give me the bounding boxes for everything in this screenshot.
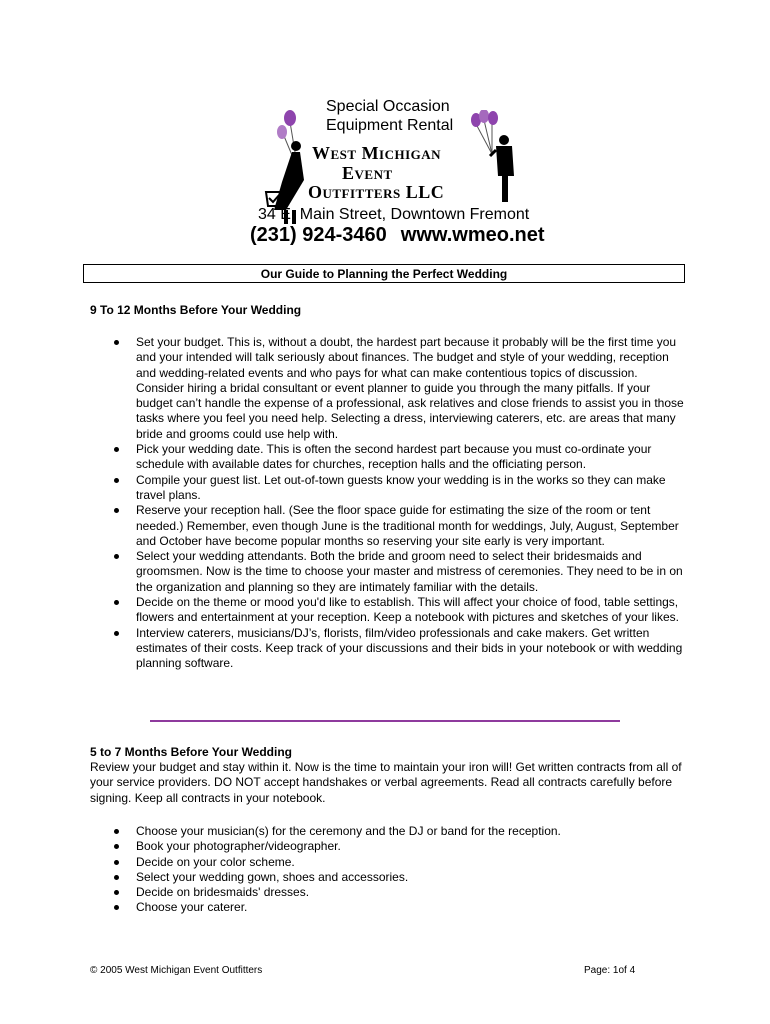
document-title: Our Guide to Planning the Perfect Wedding: [83, 264, 685, 283]
section-heading-9-12-months: 9 To 12 Months Before Your Wedding: [90, 303, 302, 317]
list-item: Decide on bridesmaids' dresses.: [90, 885, 686, 900]
list-item: Choose your caterer.: [90, 900, 686, 915]
list-item: Compile your guest list. Let out-of-town guests know your wedding is in the works so they can make travel plans.: [90, 473, 686, 504]
footer-copyright: © 2005 West Michigan Event Outfitters: [90, 965, 263, 976]
list-item: Book your photographer/videographer.: [90, 839, 686, 854]
footer-page-number: Page: 1of 4: [584, 965, 636, 976]
logo-address: 34 E. Main Street, Downtown Fremont: [258, 206, 530, 223]
section-2-intro: Review your budget and stay within it. Now is the time to maintain your iron will! Get written contracts from all of your service providers. DO NOT accept handshakes or verbal agreements. Read all contracts carefully before signing. Keep all contracts in your notebook.: [90, 760, 682, 805]
section-1-checklist: [90, 335, 686, 672]
section-heading-5-7-months: 5 to 7 Months Before Your Wedding: [90, 745, 293, 759]
list-item: Select your wedding attendants. Both the bride and groom need to select their bridesmaids and groomsmen. Now is the time to choose your master and mistress of ceremonies. They need to be in on the organization and planning so they are intimately familiar with the details.: [90, 549, 686, 595]
logo-line-event: Event: [342, 163, 393, 183]
list-item: Select your wedding gown, shoes and accessories.: [90, 870, 686, 885]
company-logo: [250, 92, 545, 252]
logo-website: www.wmeo.net: [400, 224, 545, 246]
logo-contact: [250, 224, 545, 247]
logo-line-special-occasion: Special Occasion: [326, 98, 450, 115]
logo-line-equipment-rental: Equipment Rental: [326, 117, 454, 134]
logo-phone: (231) 924-3460: [250, 224, 387, 246]
list-item: Interview caterers, musicians/DJ’s, florists, film/video professionals and cake makers. Get written estimates of their costs. Keep track of your discussions and their bids in your notebook or with wedding planning software.: [90, 626, 686, 672]
logo-line-outfitters: Outfitters LLC: [308, 182, 445, 202]
list-item: Set your budget. This is, without a doubt, the hardest part because it probably will be the first time you and your intended will talk seriously about finances. The budget and style of your wedding, reception and wedding-related events and who pays for what can make contentious topics of discussion. Consider hiring a bridal consultant or event planner to guide you through the many pitfalls. If your budget can’t handle the expense of a professional, ask relatives and close friends to assist you in those tasks where you feel you need help. Selecting a dress, interviewing caterers, etc. are areas that many bride and grooms could use help with.: [90, 335, 686, 442]
logo-line-west-michigan: West Michigan: [312, 143, 442, 163]
groom-silhouette-icon: [462, 110, 522, 210]
section-divider: [150, 720, 620, 722]
list-item: Reserve your reception hall. (See the floor space guide for estimating the size of the room or tent needed.) Remember, even though June is the traditional month for weddings, July, August, September and October have become popular months so reserving your site early is very important.: [90, 503, 686, 549]
list-item: Decide on your color scheme.: [90, 855, 686, 870]
section-2-checklist: [90, 824, 686, 916]
list-item: Choose your musician(s) for the ceremony and the DJ or band for the reception.: [90, 824, 686, 839]
list-item: Pick your wedding date. This is often the second hardest part because you must co-ordinate your schedule with available dates for churches, reception halls and the officiating person.: [90, 442, 686, 473]
list-item: Decide on the theme or mood you'd like to establish. This will affect your choice of food, table settings, flowers and entertainment at your reception. Keep a notebook with pictures and sketches of your likes.: [90, 595, 686, 626]
